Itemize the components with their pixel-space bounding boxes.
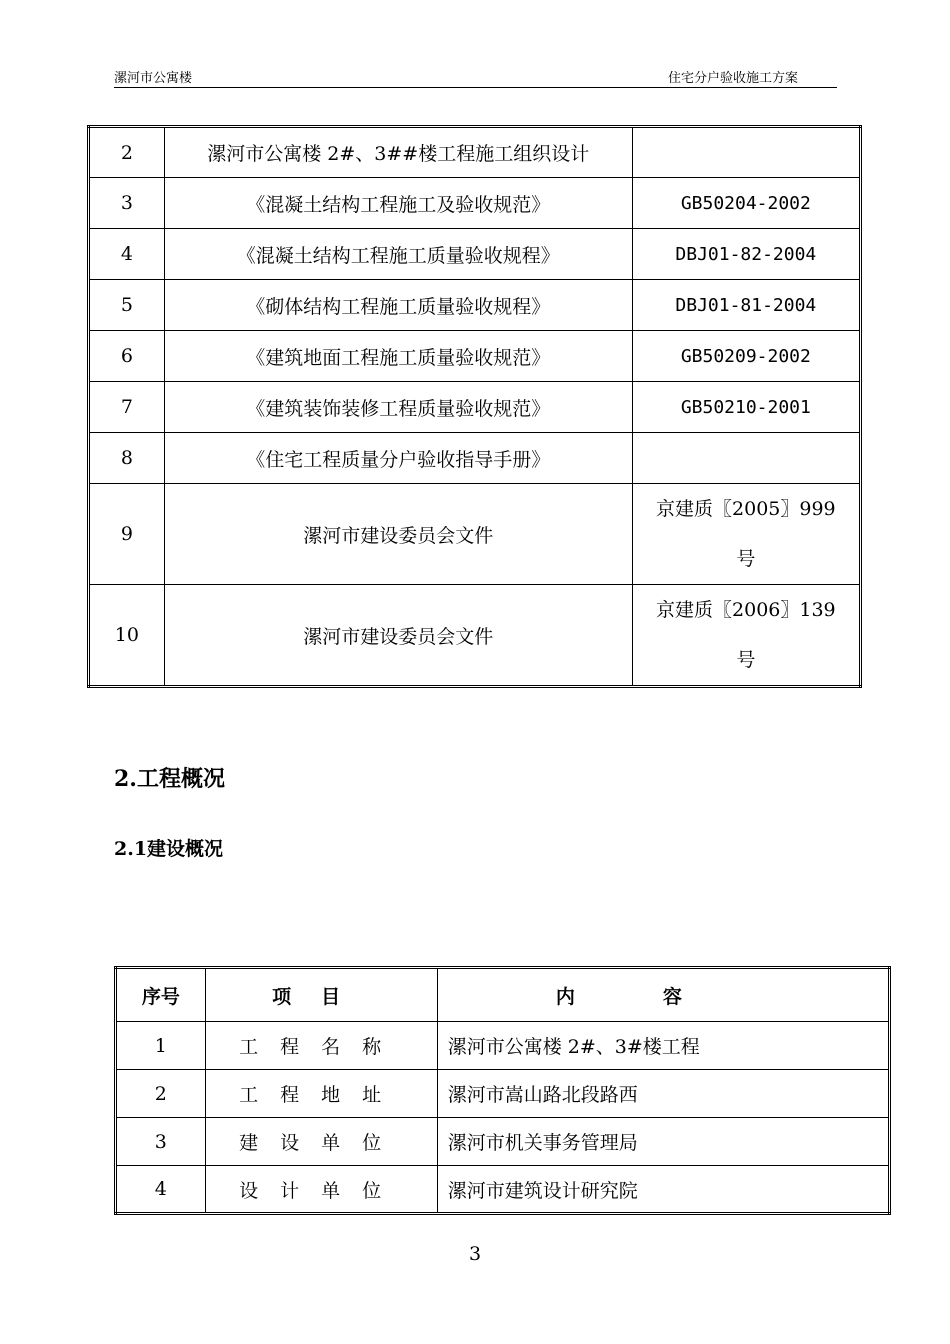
row-number: 8 xyxy=(89,433,165,484)
header-right-title: 住宅分户验收施工方案 xyxy=(668,71,799,86)
table-row xyxy=(116,1118,890,1166)
row-number: 1 xyxy=(116,1022,206,1070)
row-number: 4 xyxy=(116,1166,206,1214)
item-label: 建设单位 xyxy=(205,1118,437,1166)
header-left-title: 漯河市公寓楼 xyxy=(114,71,193,86)
header-cell-item: 项目 xyxy=(205,968,437,1022)
document-code: DBJ01-81-2004 xyxy=(632,280,860,331)
row-number: 3 xyxy=(89,178,165,229)
document-code-line: 京建质〖2006〗139 xyxy=(656,599,836,621)
table-row xyxy=(89,280,861,331)
header-cell-number: 序号 xyxy=(116,968,206,1022)
reference-standards-table xyxy=(87,125,862,688)
table-row xyxy=(116,1166,890,1214)
document-name: 漯河市建设委员会文件 xyxy=(164,484,632,585)
row-number: 9 xyxy=(89,484,165,585)
item-content: 漯河市嵩山路北段路西 xyxy=(437,1070,889,1118)
item-content: 漯河市机关事务管理局 xyxy=(437,1118,889,1166)
header-divider xyxy=(114,87,837,88)
project-info-table xyxy=(114,966,891,1215)
document-name: 《砌体结构工程施工质量验收规程》 xyxy=(164,280,632,331)
document-name: 《混凝土结构工程施工及验收规范》 xyxy=(164,178,632,229)
table-row xyxy=(89,585,861,687)
document-name: 《建筑装饰装修工程质量验收规范》 xyxy=(164,382,632,433)
document-code: GB50204-2002 xyxy=(632,178,860,229)
table-header-row xyxy=(116,968,890,1022)
item-content: 漯河市建筑设计研究院 xyxy=(437,1166,889,1214)
row-number: 5 xyxy=(89,280,165,331)
document-code-line: 京建质〖2005〗999 xyxy=(656,498,836,520)
header-cell-content: 内容 xyxy=(437,968,889,1022)
item-content: 漯河市公寓楼 2#、3#楼工程 xyxy=(437,1022,889,1070)
document-code: GB50209-2002 xyxy=(632,331,860,382)
row-number: 2 xyxy=(89,127,165,178)
document-name: 漯河市建设委员会文件 xyxy=(164,585,632,687)
table-row xyxy=(89,229,861,280)
row-number: 3 xyxy=(116,1118,206,1166)
table-row xyxy=(116,1022,890,1070)
row-number: 6 xyxy=(89,331,165,382)
row-number: 2 xyxy=(116,1070,206,1118)
item-label: 设计单位 xyxy=(205,1166,437,1214)
document-code xyxy=(632,433,860,484)
table-row xyxy=(89,127,861,178)
row-number: 4 xyxy=(89,229,165,280)
row-number: 7 xyxy=(89,382,165,433)
document-code-line: 号 xyxy=(736,548,756,570)
table-row xyxy=(89,178,861,229)
page-number: 3 xyxy=(468,1243,482,1265)
document-name: 《住宅工程质量分户验收指导手册》 xyxy=(164,433,632,484)
document-code xyxy=(632,585,860,687)
document-code-line: 号 xyxy=(736,649,756,671)
table-row xyxy=(116,1070,890,1118)
table-row xyxy=(89,331,861,382)
item-label: 工程地址 xyxy=(205,1070,437,1118)
document-code xyxy=(632,127,860,178)
document-name: 《建筑地面工程施工质量验收规范》 xyxy=(164,331,632,382)
document-name: 漯河市公寓楼 2#、3##楼工程施工组织设计 xyxy=(164,127,632,178)
section-title: 2.工程概况 xyxy=(114,766,225,792)
table-row xyxy=(89,382,861,433)
table-row xyxy=(89,484,861,585)
item-label: 工程名称 xyxy=(205,1022,437,1070)
document-code: GB50210-2001 xyxy=(632,382,860,433)
document-code: DBJ01-82-2004 xyxy=(632,229,860,280)
table-row xyxy=(89,433,861,484)
subsection-title: 2.1建设概况 xyxy=(114,838,224,860)
document-code xyxy=(632,484,860,585)
row-number: 10 xyxy=(89,585,165,687)
document-name: 《混凝土结构工程施工质量验收规程》 xyxy=(164,229,632,280)
